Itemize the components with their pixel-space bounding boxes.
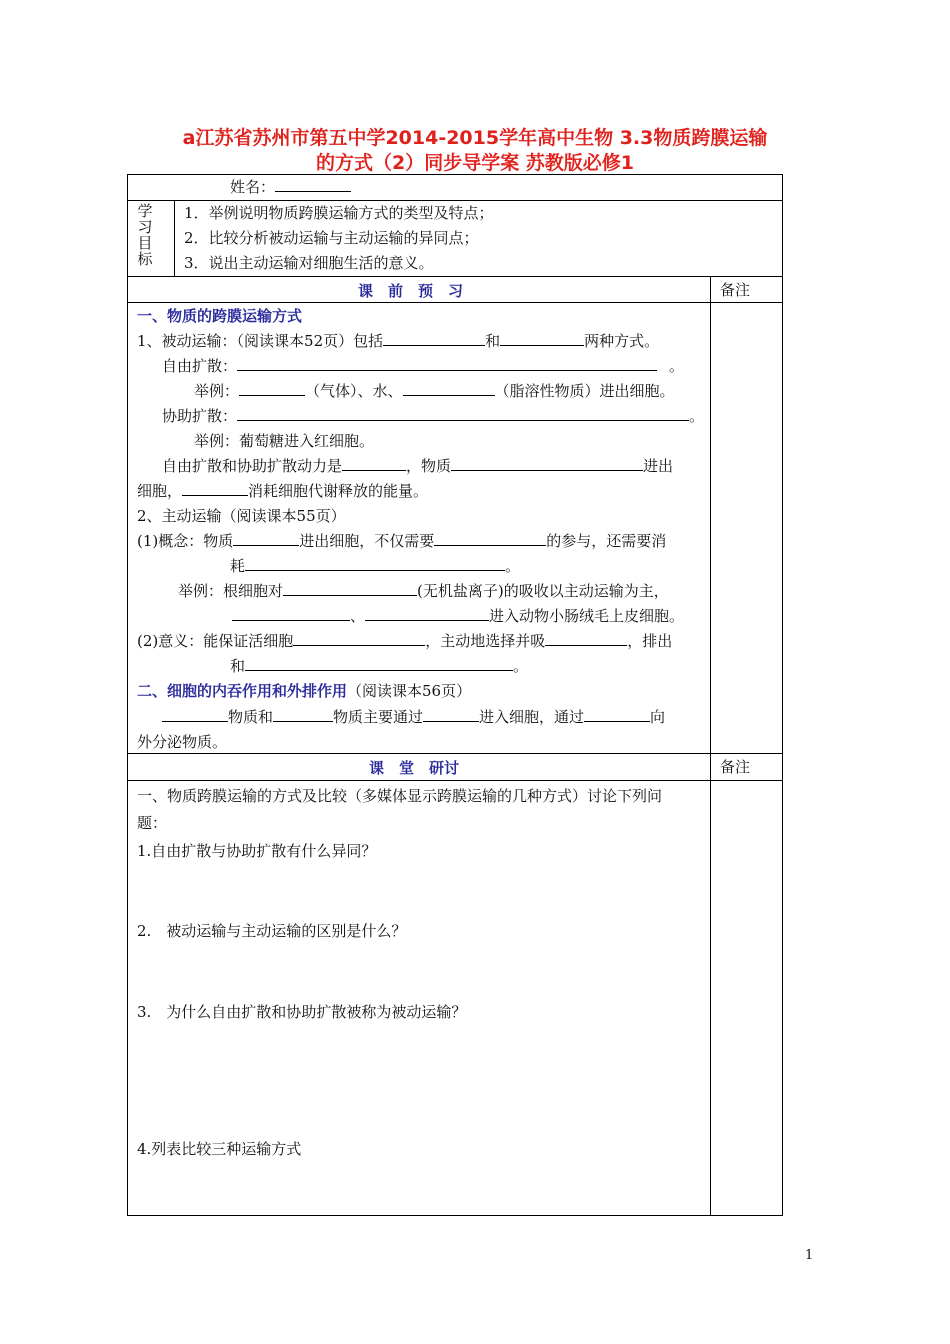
text: 。 (669, 357, 685, 375)
text: （脂溶性物质）进出细胞。 (494, 382, 675, 400)
discussion-intro: 一、物质跨膜运输的方式及比较（多媒体显示跨膜运输的几种方式）讨论下列问 (137, 787, 663, 805)
heading-transport-methods: 一、物质的跨膜运输方式 (137, 307, 303, 325)
objectives-label-char: 目 (137, 234, 153, 252)
name-label: 姓名： (230, 178, 276, 196)
text: 消耗细胞代谢释放的能量。 (248, 482, 429, 500)
answer-blank (500, 330, 584, 346)
page-number: 1 (805, 1248, 814, 1263)
text: 进入细胞，通过 (479, 708, 585, 726)
significance-line-2 (230, 655, 528, 677)
driving-force-line (162, 455, 673, 477)
text: 耗 (230, 557, 246, 575)
document-title-line-1: a江苏省苏州市第五中学2014-2015学年高中生物 3.3物质跨膜运输 (182, 127, 768, 149)
text: 、 (350, 607, 366, 625)
text: 细胞， (137, 482, 183, 500)
significance-line (137, 630, 672, 652)
answer-blank (283, 580, 417, 596)
document-title-line-2: 的方式（2）同步导学案 苏教版必修1 (315, 152, 635, 174)
notes-header: 备注 (720, 281, 751, 299)
text: （阅读课本56页） (347, 682, 472, 700)
question-2: 2. 被动运输与主动运输的区别是什么？ (137, 922, 407, 940)
text: 和 (230, 657, 246, 675)
answer-blank (545, 630, 627, 646)
example-line-3b (232, 605, 684, 627)
answer-blank (245, 655, 513, 671)
discussion-intro-2: 题： (137, 814, 168, 832)
answer-blank (232, 605, 350, 621)
row-divider (127, 200, 783, 201)
answer-blank (423, 706, 479, 722)
driving-force-line-2 (137, 480, 428, 502)
text: 进出细胞，不仅需要 (299, 532, 435, 550)
question-1: 1.自由扩散与协助扩散有什么异同？ (137, 842, 377, 860)
facilitated-diffusion-line (162, 405, 704, 427)
name-field (230, 176, 351, 198)
notes-col-divider (710, 276, 711, 754)
answer-blank (239, 380, 305, 396)
heading-endocytosis (137, 680, 471, 702)
answer-blank (365, 605, 489, 621)
text: 自由扩散： (162, 357, 238, 375)
col-divider (174, 200, 175, 277)
text: (1)概念：物质 (137, 532, 234, 550)
endocytosis-line-2: 外分泌物质。 (137, 733, 228, 751)
concept-line (137, 530, 666, 552)
active-transport-title: 2、主动运输（阅读课本55页） (137, 507, 346, 525)
answer-blank (383, 330, 485, 346)
objective-item: 1．举例说明物质跨膜运输方式的类型及特点； (184, 204, 494, 222)
answer-blank (584, 706, 650, 722)
notes-col-divider (710, 753, 711, 1216)
free-diffusion-line (162, 355, 684, 377)
text: 举例： (194, 382, 240, 400)
objectives-label (134, 203, 156, 267)
question-4: 4.列表比较三种运输方式 (137, 1140, 302, 1158)
answer-blank (451, 455, 643, 471)
text: 物质主要通过 (333, 708, 424, 726)
objectives-label-char: 标 (137, 250, 153, 268)
answer-blank (233, 530, 299, 546)
answer-blank (245, 555, 505, 571)
name-blank (275, 176, 351, 192)
text: 1、被动运输：（阅读课本52页）包括 (137, 332, 384, 350)
example-line-1 (194, 380, 675, 402)
section-header-preview: 课 前 预 习 (358, 282, 464, 300)
text: 物质和 (228, 708, 274, 726)
answer-blank (237, 405, 689, 421)
section-header-discussion: 课 堂 研讨 (369, 759, 460, 777)
row-divider (127, 780, 783, 781)
notes-header: 备注 (720, 758, 751, 776)
text: 进出 (643, 457, 674, 475)
answer-blank (182, 480, 248, 496)
text: 。 (689, 407, 705, 425)
text: 。 (505, 557, 521, 575)
text: （气体）、水、 (305, 382, 403, 400)
answer-blank (162, 706, 228, 722)
answer-blank (403, 380, 495, 396)
answer-blank (273, 706, 333, 722)
text: ，排出 (627, 632, 673, 650)
objectives-label-char: 习 (137, 218, 153, 236)
objective-item: 2．比较分析被动运输与主动运输的异同点； (184, 229, 479, 247)
passive-transport-line (137, 330, 659, 352)
text: (2)意义：能保证活细胞 (137, 632, 294, 650)
answer-blank (293, 630, 425, 646)
text: 和 (485, 332, 501, 350)
text: 两种方式。 (584, 332, 660, 350)
text: ，物质 (406, 457, 452, 475)
objectives-label-char: 学 (137, 202, 153, 220)
objective-item: 3．说出主动运输对细胞生活的意义。 (184, 254, 434, 272)
text: 举例：根细胞对 (178, 582, 284, 600)
text: 的参与，还需要消 (546, 532, 667, 550)
row-divider (127, 753, 783, 754)
concept-line-2 (230, 555, 520, 577)
text: 自由扩散和协助扩散动力是 (162, 457, 343, 475)
answer-blank (434, 530, 546, 546)
row-divider (127, 276, 783, 277)
text: 。 (513, 657, 529, 675)
endocytosis-line (162, 706, 665, 728)
text: 向 (650, 708, 666, 726)
answer-blank (237, 355, 657, 371)
example-line-3 (178, 580, 669, 602)
heading-text: 二、细胞的内吞作用和外排作用 (137, 682, 348, 700)
row-divider (127, 302, 783, 303)
text: (无机盐离子)的吸收以主动运输为主， (417, 582, 669, 600)
answer-blank (342, 455, 406, 471)
example-line-2: 举例：葡萄糖进入红细胞。 (194, 432, 375, 450)
text: ，主动地选择并吸 (425, 632, 546, 650)
text: 协助扩散： (162, 407, 238, 425)
question-3: 3. 为什么自由扩散和协助扩散被称为被动运输？ (137, 1003, 467, 1021)
text: 进入动物小肠绒毛上皮细胞。 (489, 607, 685, 625)
